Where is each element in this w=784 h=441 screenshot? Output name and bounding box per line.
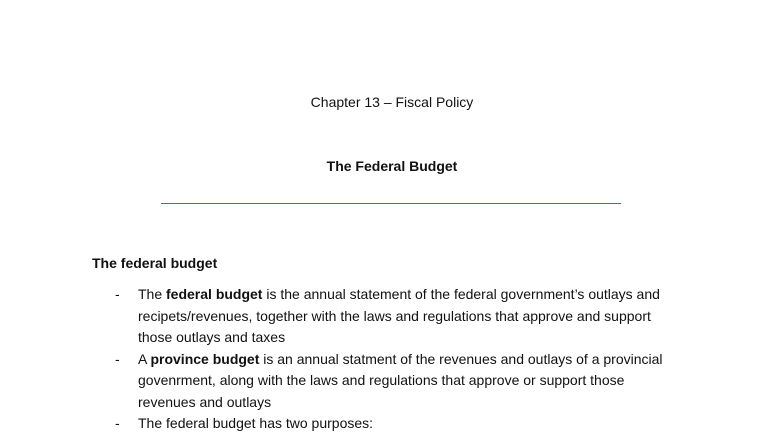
bullet-line [138,351,663,367]
bullet-dash: - [115,415,120,431]
bullet-line: The federal budget has two purposes: [138,415,374,431]
title-underline-rule [161,203,621,204]
chapter-title: Chapter 13 – Fiscal Policy [310,94,474,110]
bullet-lead-text: The [138,286,167,302]
bullet-text [138,284,698,349]
bold-term: federal budget [166,286,263,302]
bullet-line: those outlays and taxes [138,329,286,345]
bullet-line: govenrment, along with the laws and regulations that approve or support those [138,372,625,388]
bullet-line-text: is an annual statment of the revenues and outlays of a provincial [259,350,663,367]
bullet-line: revenues and outlays [138,393,272,410]
bullet-line-text: is the annual statement of the federal government’s outlays and [262,286,660,302]
bullet-dash: - [115,350,120,367]
bullet-text [138,349,698,414]
bold-term: province budget [150,350,260,367]
list-item [0,284,784,349]
page-title: The Federal Budget [326,158,458,174]
bullet-dash: - [115,286,120,302]
section-heading: The federal budget [92,255,218,271]
bullet-lead-text: A [138,350,151,367]
list-item [0,349,784,414]
bullet-line [138,286,660,302]
bullet-list [0,284,784,435]
list-item [0,413,784,435]
bullet-text [138,413,698,435]
bullet-line: recipets/revenues, together with the laws and regulations that approve and support [138,307,651,324]
